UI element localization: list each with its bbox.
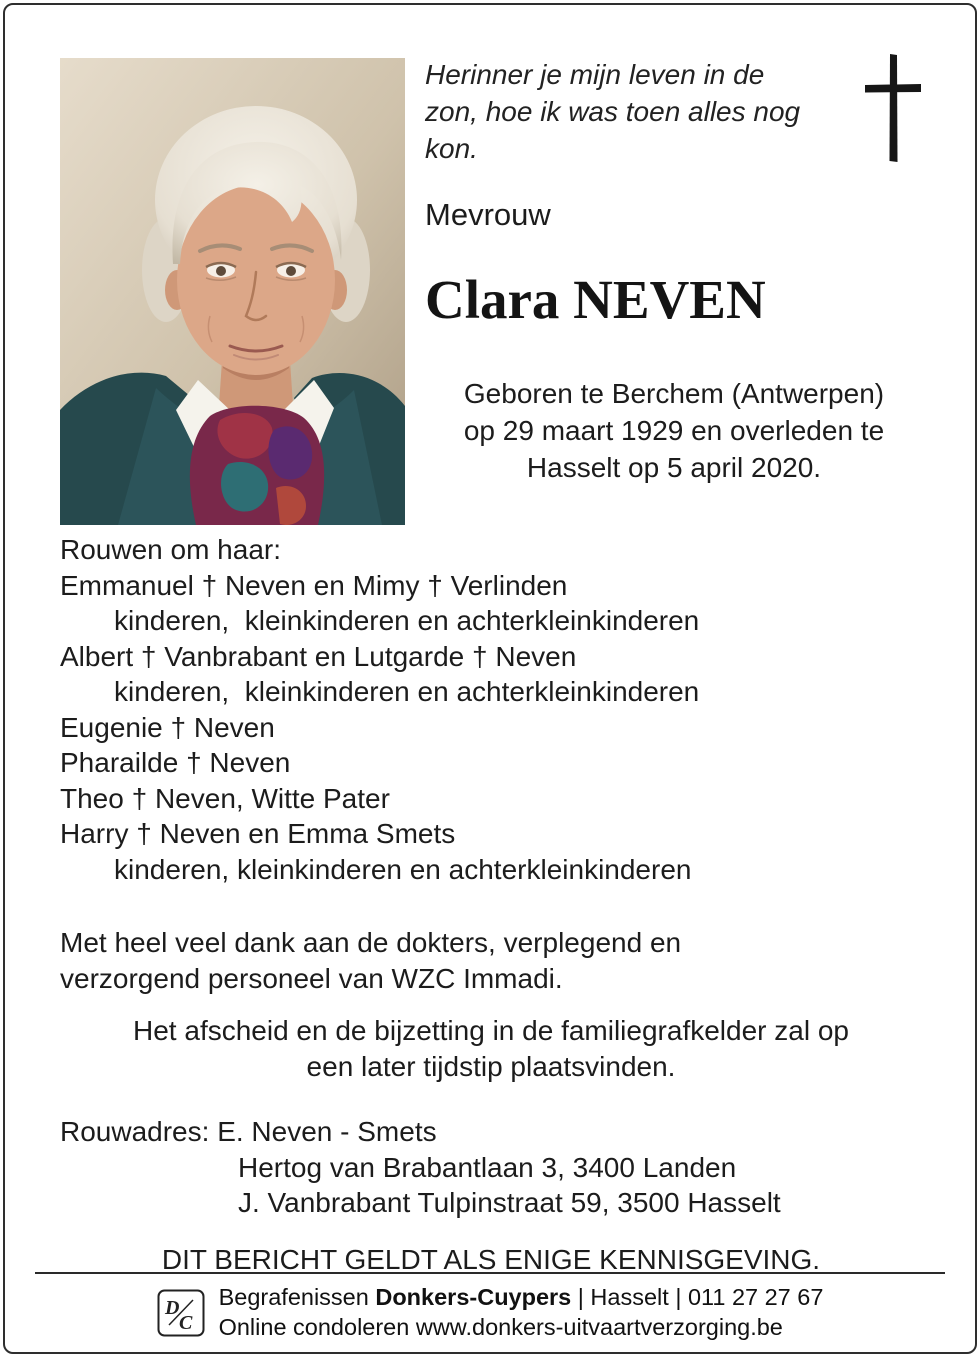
mourner-line: Theo † Neven, Witte Pater	[60, 782, 390, 814]
footer-contact: | Hasselt | 011 27 27 67	[571, 1284, 824, 1310]
portrait-illustration	[60, 58, 405, 525]
mourner-line: Emmanuel † Neven en Mimy † Verlinden	[60, 569, 568, 601]
mourning-address-block	[60, 1114, 922, 1221]
mourner-line: Harry † Neven en Emma Smets	[60, 818, 456, 849]
mourner-line: Pharailde † Neven	[60, 747, 291, 778]
farewell-paragraph: Het afscheid en de bijzetting in de familiegrafkelder zal op een later tijdstip plaatsvinden.	[133, 1015, 849, 1082]
footer-company-name: Donkers-Cuypers	[375, 1284, 572, 1310]
footer-divider	[35, 1272, 945, 1274]
mourning-address-line: J. Vanbrabant Tulpinstraat 59, 3500 Hasselt	[238, 1187, 781, 1218]
header-column	[425, 56, 923, 486]
memorial-quote: Herinner je mijn leven in de zon, hoe ik was toen alles nog kon.	[425, 59, 801, 164]
mourner-line: Albert † Vanbrabant en Lutgarde † Neven	[60, 640, 577, 672]
thanks-paragraph: Met heel veel dank aan de dokters, verplegend en verzorgend personeel van WZC Immadi.	[60, 927, 682, 994]
notice-line: DIT BERICHT GELDT ALS ENIGE KENNISGEVING.	[161, 1243, 821, 1275]
deceased-name: Clara NEVEN	[425, 269, 766, 330]
salutation: Mevrouw	[425, 197, 551, 232]
mourning-address-name: E. Neven - Smets	[217, 1116, 437, 1147]
footer-company-prefix: Begrafenissen	[218, 1284, 376, 1310]
logo-letter-c: C	[178, 1311, 192, 1334]
mourner-line: kinderen, kleinkinderen en achterkleinkinderen	[114, 853, 692, 885]
announcement-body	[60, 532, 922, 1277]
mourning-address-label: Rouwadres:	[60, 1116, 210, 1147]
mourning-address-line: Hertog van Brabantlaan 3, 3400 Landen	[238, 1151, 737, 1183]
mourner-line: Eugenie † Neven	[60, 711, 275, 743]
funeral-home-logo	[157, 1289, 205, 1337]
footer-text	[219, 1283, 824, 1342]
life-dates: Geboren te Berchem (Antwerpen) op 29 maart 1929 en overleden te Hasselt op 5 april 2020.	[463, 378, 885, 483]
portrait-photo	[60, 58, 405, 525]
mourning-intro: Rouwen om haar:	[60, 534, 282, 565]
footer	[0, 1283, 980, 1342]
mourner-line: kinderen, kleinkinderen en achterkleinkinderen	[114, 676, 700, 707]
mourner-line: kinderen, kleinkinderen en achterkleinkinderen	[114, 605, 700, 636]
footer-line-1	[219, 1283, 824, 1313]
logo-letter-d: D	[164, 1296, 180, 1319]
footer-line-2: Online condoleren www.donkers-uitvaartverzorging.be	[218, 1313, 783, 1340]
